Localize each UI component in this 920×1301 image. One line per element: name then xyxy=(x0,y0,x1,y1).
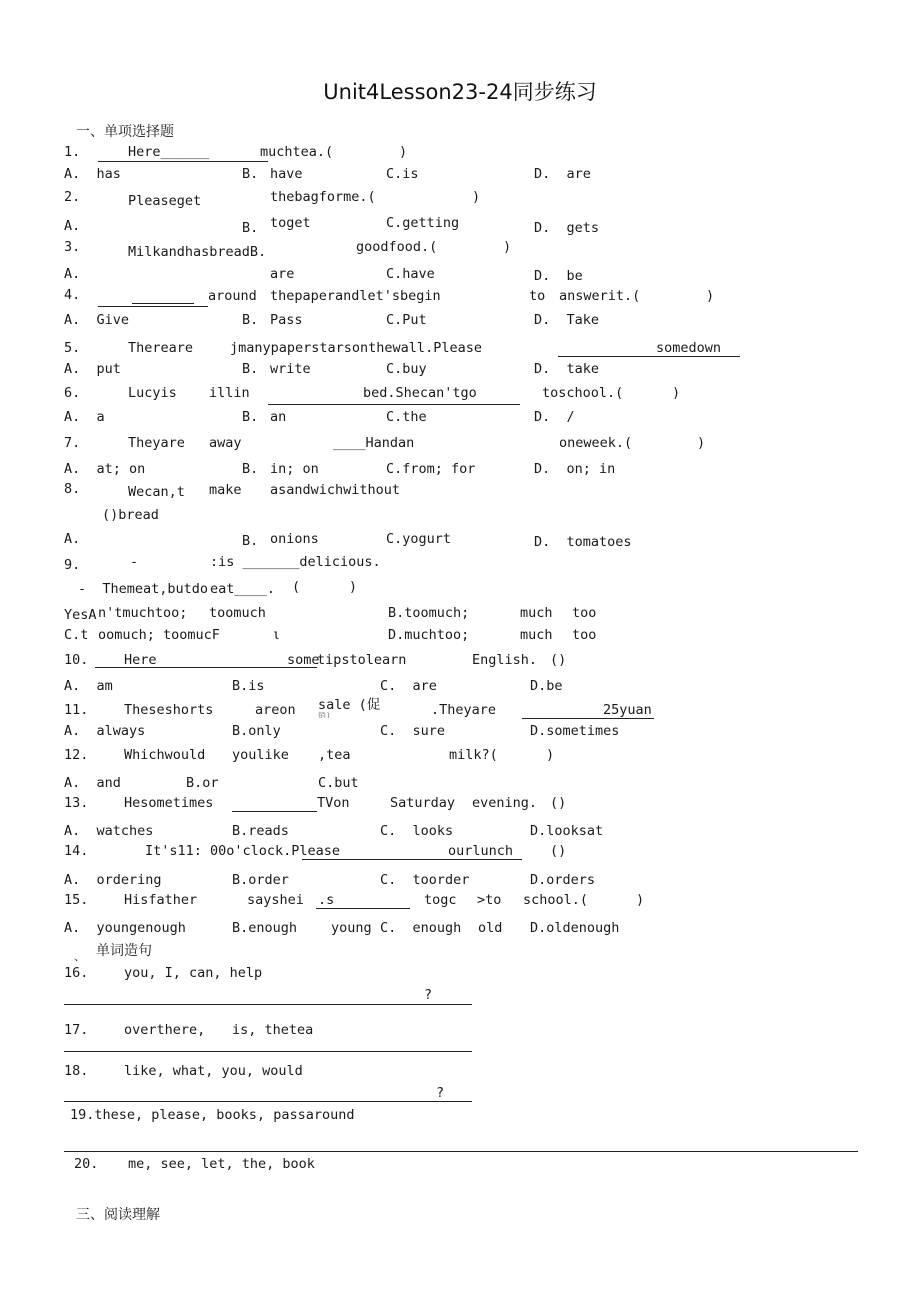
q13-text-a: Hesometimes xyxy=(124,795,214,811)
q7-text-b: away xyxy=(209,435,242,451)
q15-text-a: Hisfather xyxy=(124,892,198,908)
q1-paren: ) xyxy=(399,144,408,160)
q3-option-a: A. xyxy=(64,266,81,282)
q7-option-d: D. on; in xyxy=(534,461,616,477)
q11-text-b: areon xyxy=(255,702,296,718)
q19-answer-line xyxy=(64,1151,858,1152)
q17-words-b: is, thetea xyxy=(232,1022,314,1038)
q3-text-a: MilkandhasbreadB. xyxy=(128,244,267,260)
q11-text-a: Theseshorts xyxy=(124,702,214,718)
q1-text-a: Here______ xyxy=(128,144,210,160)
q10-blank xyxy=(95,667,317,668)
q9-option-c: oomuch; toomucF xyxy=(98,627,220,643)
q4-paren: ) xyxy=(706,288,715,304)
q15-text-f: school.( xyxy=(523,892,589,908)
q6-text-a: Lucyis xyxy=(128,385,177,401)
q14-option-b: B.order xyxy=(232,872,289,888)
q5-text-b: jmanypaperstarsonthewall.Please xyxy=(230,340,482,356)
q8-option-b: onions xyxy=(270,531,319,547)
q10-text-d: English. xyxy=(472,652,538,668)
q11-text-e: 25yuan xyxy=(603,702,652,718)
q15-text-c: .s xyxy=(318,892,335,908)
q13-number: 13. xyxy=(64,795,89,811)
q10-text-a: Here xyxy=(124,652,157,668)
q1-number: 1. xyxy=(64,144,81,160)
q7-number: 7. xyxy=(64,435,81,451)
q15-text-b: sayshei xyxy=(247,892,304,908)
q6-option-a: A. a xyxy=(64,409,105,425)
q15-option-b2: young xyxy=(331,920,372,936)
q12-text-d: milk?( xyxy=(449,747,498,763)
q15-text-e: >to xyxy=(477,892,502,908)
q4-option-c: C.Put xyxy=(386,312,427,328)
q5-blank xyxy=(558,356,740,357)
q1-option-b: have xyxy=(270,166,303,182)
q2-number: 2. xyxy=(64,189,81,205)
q9-option-b2: much xyxy=(520,605,553,621)
q18-number: 18. xyxy=(64,1063,89,1079)
q5-option-c: C.buy xyxy=(386,361,427,377)
q8-option-d: D. tomatoes xyxy=(534,534,632,550)
q8-option-a: A. xyxy=(64,531,81,547)
q4-option-a: A. Give xyxy=(64,312,130,328)
q1-option-d: D. are xyxy=(534,166,591,182)
q12-number: 12. xyxy=(64,747,89,763)
q14-text-a: It's11: 00o'clock.Please xyxy=(145,843,341,859)
q7-option-b: in; on xyxy=(270,461,319,477)
q10-text-b: some xyxy=(287,652,320,668)
q5-text-c: somedown xyxy=(656,340,722,356)
q6-option-c: C.the xyxy=(386,409,427,425)
q7-option-b-label: B. xyxy=(242,461,259,477)
q9-text-b: - Themeat,butdo xyxy=(78,581,209,597)
q9-mark: ι xyxy=(272,627,281,643)
q10-option-b: B.is xyxy=(232,678,265,694)
q8-text-b: make xyxy=(209,482,242,498)
q4-to: to xyxy=(529,288,546,304)
q16-question-mark: ? xyxy=(424,987,433,1003)
q14-option-c: C. toorder xyxy=(380,872,470,888)
q11-option-b: B.only xyxy=(232,723,281,739)
q3-option-b: are xyxy=(270,266,295,282)
q15-option-c: C. enough xyxy=(380,920,462,936)
section-sentence-prefix: 、 xyxy=(74,950,85,963)
q13-option-d: D.looksat xyxy=(530,823,604,839)
q14-option-a: A. ordering xyxy=(64,872,162,888)
q9-option-a2: toomuch xyxy=(209,605,266,621)
q5-text-a: Thereare xyxy=(128,340,194,356)
q11-option-c: C. sure xyxy=(380,723,446,739)
q16-words: you, I, can, help xyxy=(124,965,263,981)
q15-text-d: togc xyxy=(424,892,457,908)
q10-number: 10. xyxy=(64,652,89,668)
q4-text-b: thepaperandlet'sbegin xyxy=(270,288,441,304)
q7-text-a: Theyare xyxy=(128,435,185,451)
q4-blank-inner xyxy=(132,303,194,304)
q4-text-a: around xyxy=(208,288,257,304)
q3-paren: ) xyxy=(503,239,512,255)
q2-option-b: toget xyxy=(270,215,311,231)
page-title: Unit4Lesson23-24同步练习 xyxy=(323,80,597,104)
q4-text-c: answerit.( xyxy=(559,288,641,304)
q18-words: like, what, you, would xyxy=(124,1063,303,1079)
q9-option-c-label: C.t xyxy=(64,627,89,643)
q17-words-a: overthere, xyxy=(124,1022,206,1038)
q2-option-a: A. xyxy=(64,218,81,234)
q2-text-b: thebagforme.( xyxy=(270,189,376,205)
q3-number: 3. xyxy=(64,239,81,255)
q13-option-c: C. looks xyxy=(380,823,454,839)
q19-words: 19.these, please, books, passaround xyxy=(70,1107,355,1123)
q7-text-c: ____Handan xyxy=(333,435,415,451)
q9-yes: YesA xyxy=(64,607,97,623)
q8-number: 8. xyxy=(64,481,81,497)
q15-option-c2: old xyxy=(478,920,503,936)
section-reading-heading: 三、阅读理解 xyxy=(76,1207,160,1223)
q9-text-c: eat____. xyxy=(210,581,276,597)
q9-text-a: :is _______delicious. xyxy=(210,554,381,570)
q1-option-c: C.is xyxy=(386,166,419,182)
q8-text-a: Wecan,t xyxy=(128,484,185,500)
q10-option-a: A. am xyxy=(64,678,113,694)
q1-option-b-label: B. xyxy=(242,166,259,182)
q9-paren: ( ) xyxy=(292,579,358,595)
q12-paren: ) xyxy=(546,747,555,763)
q5-option-d: D. take xyxy=(534,361,600,377)
q13-option-b: B.reads xyxy=(232,823,289,839)
q11-option-a: A. always xyxy=(64,723,146,739)
q7-option-c: C.from; for xyxy=(386,461,476,477)
q9-number: 9. xyxy=(64,557,81,573)
q11-text-d: .Theyare xyxy=(431,702,497,718)
q14-paren: () xyxy=(550,843,567,859)
q2-option-b-label: B. xyxy=(242,220,259,236)
q13-text-d: evening. xyxy=(472,795,538,811)
q9-option-a: n'tmuchtoo; xyxy=(98,605,188,621)
q8-option-b-label: B. xyxy=(242,533,259,549)
q4-option-d: D. Take xyxy=(534,312,600,328)
q7-paren: ) xyxy=(697,435,706,451)
q12-option-a: A. and xyxy=(64,775,121,791)
q15-number: 15. xyxy=(64,892,89,908)
q13-text-c: Saturday xyxy=(390,795,456,811)
q4-option-b: Pass xyxy=(270,312,303,328)
q3-text-b: goodfood.( xyxy=(356,239,438,255)
q11-option-d: D.sometimes xyxy=(530,723,620,739)
q6-blank xyxy=(268,404,520,405)
q20-number: 20. xyxy=(74,1156,99,1172)
q7-option-a: A. at; on xyxy=(64,461,146,477)
q12-text-a: Whichwould xyxy=(124,747,206,763)
q2-paren: ) xyxy=(472,189,481,205)
q5-option-b-label: B. xyxy=(242,361,259,377)
q10-text-c: tipstolearn xyxy=(317,652,407,668)
q9-option-b3: too xyxy=(572,605,597,621)
q11-blank xyxy=(522,718,654,719)
section-sentence-heading: 单词造句 xyxy=(96,943,152,959)
q9-option-b: B.toomuch; xyxy=(388,605,470,621)
q16-answer-line xyxy=(64,1004,472,1005)
q7-text-d: oneweek.( xyxy=(559,435,633,451)
q11-text-c2: 销) xyxy=(318,712,331,718)
q4-option-b-label: B. xyxy=(242,312,259,328)
q10-option-d: D.be xyxy=(530,678,563,694)
q8-text-d: ()bread xyxy=(102,507,159,523)
q13-blank xyxy=(232,811,317,812)
q20-words: me, see, let, the, book xyxy=(128,1156,315,1172)
q3-option-d: D. be xyxy=(534,268,583,284)
q16-number: 16. xyxy=(64,965,89,981)
q14-text-b: ourlunch xyxy=(448,843,514,859)
q6-text-d: toschool.( xyxy=(542,385,624,401)
q12-text-b: youlike xyxy=(232,747,289,763)
q13-option-a: A. watches xyxy=(64,823,154,839)
q3-option-c: C.have xyxy=(386,266,435,282)
q14-option-d: D.orders xyxy=(530,872,596,888)
q9-option-d2: much xyxy=(520,627,553,643)
q2-option-c: C.getting xyxy=(386,215,460,231)
q15-option-d: D.oldenough xyxy=(530,920,620,936)
q15-option-b: B.enough xyxy=(232,920,298,936)
q8-text-c: asandwichwithout xyxy=(270,482,401,498)
q14-number: 14. xyxy=(64,843,89,859)
q5-option-b: write xyxy=(270,361,311,377)
q5-option-a: A. put xyxy=(64,361,121,377)
q11-number: 11. xyxy=(64,702,89,718)
q13-paren: () xyxy=(550,795,567,811)
q12-option-c: C.but xyxy=(318,775,359,791)
q6-paren: ) xyxy=(672,385,681,401)
section-single-choice-heading: 一、单项选择题 xyxy=(76,124,174,140)
q17-answer-line xyxy=(64,1051,472,1052)
q18-question-mark: ? xyxy=(436,1085,445,1101)
q5-number: 5. xyxy=(64,340,81,356)
q6-option-b: an xyxy=(270,409,287,425)
q6-option-b-label: B. xyxy=(242,409,259,425)
q1-text-b: muchtea.( xyxy=(260,144,334,160)
q12-option-b: B.or xyxy=(186,775,219,791)
q13-text-b: TVon xyxy=(317,795,350,811)
q11-text-c: sale (促 xyxy=(318,697,381,713)
q6-number: 6. xyxy=(64,385,81,401)
q1-blank xyxy=(98,161,268,162)
q9-option-d3: too xyxy=(572,627,597,643)
q15-blank xyxy=(316,908,410,909)
q10-paren: () xyxy=(550,652,567,668)
q15-paren: ) xyxy=(636,892,645,908)
q9-option-d: D.muchtoo; xyxy=(388,627,470,643)
q4-blank xyxy=(98,306,208,307)
q2-text-a: Pleaseget xyxy=(128,193,202,209)
q2-option-d: D. gets xyxy=(534,220,600,236)
q12-text-c: ,tea xyxy=(318,747,351,763)
q6-text-c: bed.Shecan'tgo xyxy=(363,385,477,401)
q18-answer-line xyxy=(64,1101,472,1102)
q9-dash: - xyxy=(130,554,139,570)
q6-option-d: D. / xyxy=(534,409,575,425)
q8-option-c: C.yogurt xyxy=(386,531,452,547)
q15-option-a: A. youngenough xyxy=(64,920,186,936)
q4-number: 4. xyxy=(64,287,81,303)
q17-number: 17. xyxy=(64,1022,89,1038)
q10-option-c: C. are xyxy=(380,678,437,694)
q6-text-b: illin xyxy=(209,385,250,401)
q1-option-a: A. has xyxy=(64,166,121,182)
